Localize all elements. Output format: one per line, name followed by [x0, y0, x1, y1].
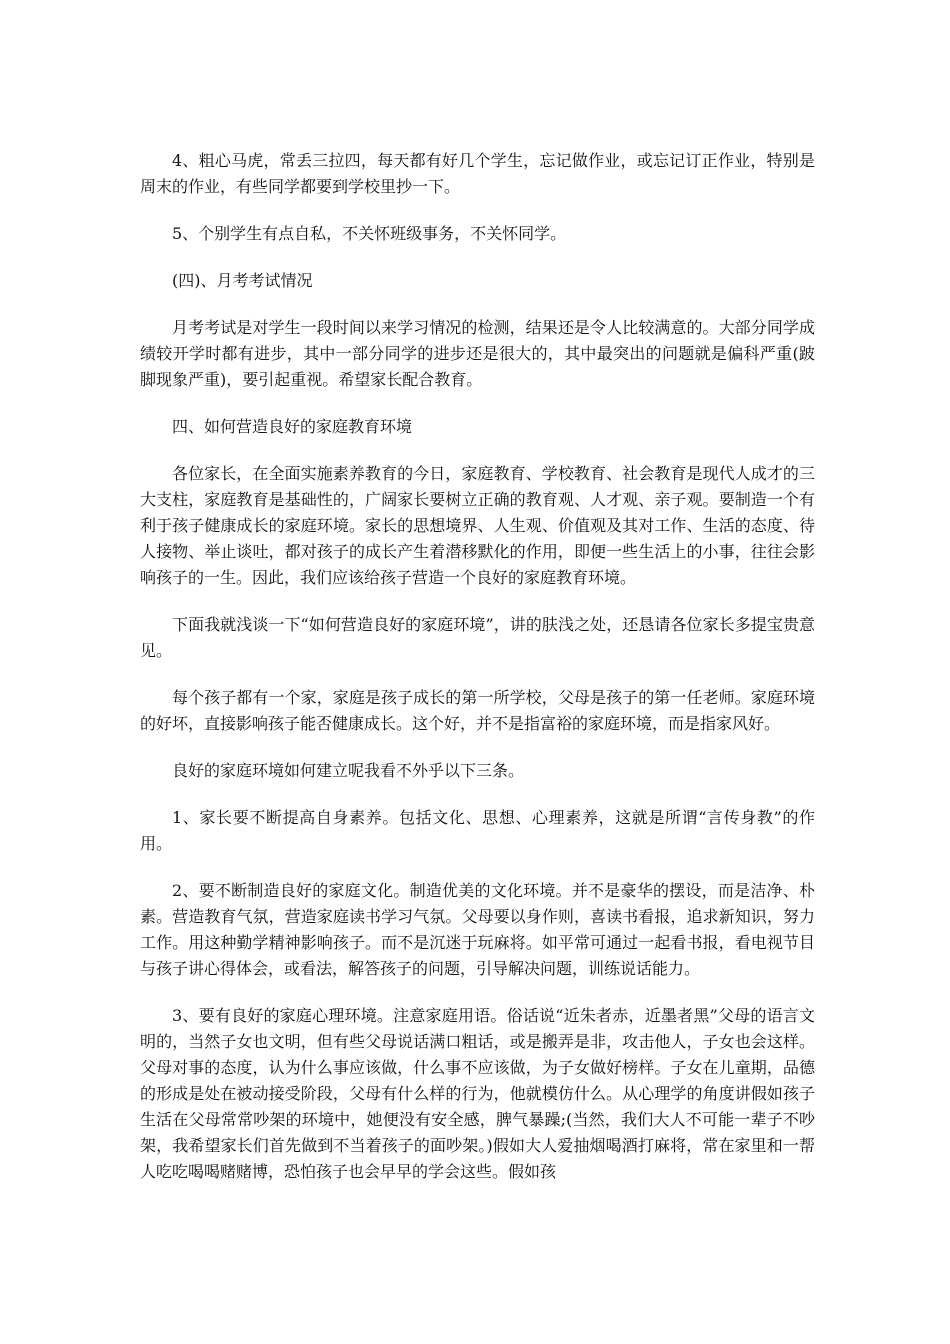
paragraph-three-points: 良好的家庭环境如何建立呢我看不外乎以下三条。	[172, 761, 525, 780]
paragraph-point-2: 2、要不断制造良好的家庭文化。制造优美的文化环境。并不是豪华的摆设，而是洁净、朴素。营造教育气氛，营造家庭读书学习气氛。父母要以身作则，喜读书看报，追求新知识，努力工作。用这种勤学精神影响孩子。而不是沉迷于玩麻将。如平常可通过一起看书报，看电视节目与孩子讲心得体会，或看法，解答孩子的问题，引导解决问题，训练说话能力。	[140, 881, 815, 978]
paragraph-point-3: 3、要有良好的家庭心理环境。注意家庭用语。俗话说“近朱者赤，近墨者黑”父母的语言文明的，当然子女也文明，但有些父母说话满口粗话，或是搬弄是非，攻击他人，子女也会这样。父母对事的态度，认为什么事应该做，什么事不应该做，为子女做好榜样。子女在儿童期，品德的形成是处在被动接受阶段，父母有什么样的行为，他就模仿什么。从心理学的角度讲假如孩子生活在父母常常吵架的环境中，她便没有安全感，脾气暴躁;(当然，我们大人不可能一辈子不吵架，我希望家长们首先做到不当着孩子的面吵架。)假如大人爱抽烟喝酒打麻将，常在家里和一帮人吃吃喝喝赌赌博，恐怕孩子也会早早的学会这些。假如孩	[140, 1006, 815, 1181]
paragraph-family-school: 每个孩子都有一个家，家庭是孩子成长的第一所学校，父母是孩子的第一任老师。家庭环境的好坏，直接影响孩子能否健康成长。这个好，并不是指富裕的家庭环境，而是指家风好。	[140, 688, 815, 733]
paragraph-item-5: 5、个别学生有点自私，不关怀班级事务，不关怀同学。	[172, 224, 567, 243]
section-heading-monthly-exam: (四)、月考考试情况	[172, 271, 313, 290]
paragraph-monthly-exam: 月考考试是对学生一段时间以来学习情况的检测，结果还是令人比较满意的。大部分同学成绩较开学时都有进步，其中一部分同学的进步还是很大的，其中最突出的问题就是偏科严重(跛脚现象严重)，要引起重视。希望家长配合教育。	[140, 318, 815, 389]
paragraph-intro: 各位家长，在全面实施素养教育的今日，家庭教育、学校教育、社会教育是现代人成才的三大支柱，家庭教育是基础性的，广阔家长要树立正确的教育观、人才观、亲子观。要制造一个有利于孩子健康成长的家庭环境。家长的思想境界、人生观、价值观及其对工作、生活的态度、待人接物、举止谈吐，都对孩子的成长产生着潜移默化的作用，即便一些生活上的小事，往往会影响孩子的一生。因此，我们应该给孩子营造一个良好的家庭教育环境。	[140, 464, 815, 587]
paragraph-topic: 下面我就浅谈一下“如何营造良好的家庭环境”，讲的肤浅之处，还恳请各位家长多提宝贵意见。	[140, 615, 815, 660]
paragraph-item-4: 4、粗心马虎，常丢三拉四，每天都有好几个学生，忘记做作业，或忘记订正作业，特别是周末的作业，有些同学都要到学校里抄一下。	[140, 151, 815, 196]
section-heading-family-education: 四、如何营造良好的家庭教育环境	[172, 417, 413, 436]
document-body	[140, 148, 815, 1206]
paragraph-point-1: 1、家长要不断提高自身素养。包括文化、思想、心理素养，这就是所谓“言传身教”的作用。	[140, 808, 815, 853]
